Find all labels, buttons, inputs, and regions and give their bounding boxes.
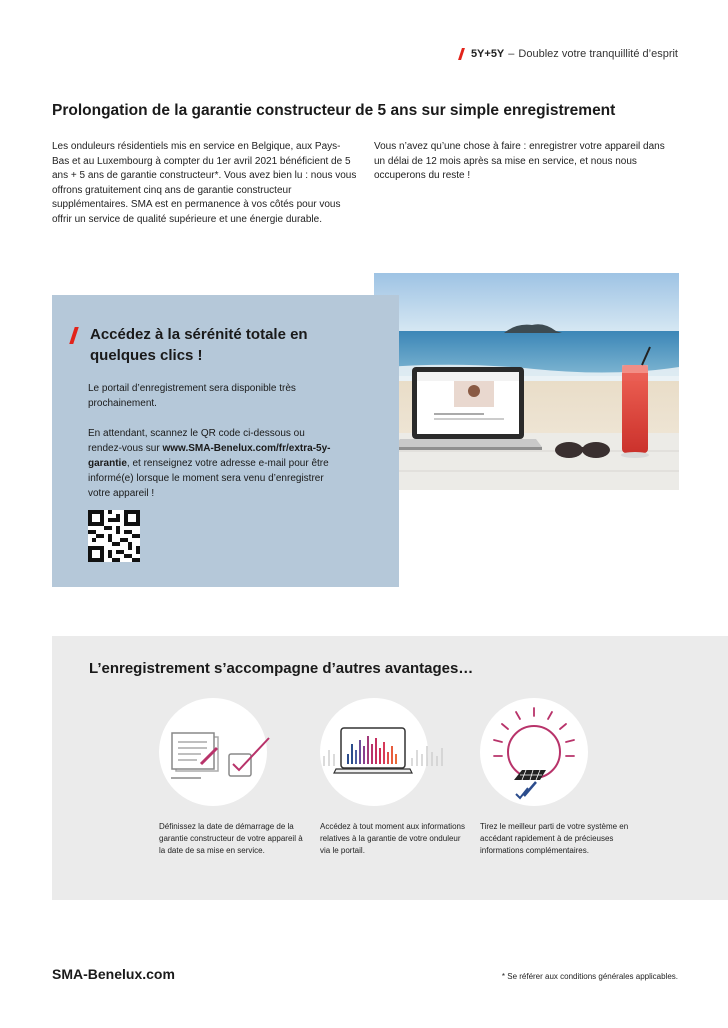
advantages-section: [52, 636, 728, 900]
advantage-item-warranty-date: [159, 698, 309, 857]
callout-paragraph-1: Le portail d’enregistrement sera disponible très prochainement.: [88, 383, 296, 409]
laptop-chart-icon: [320, 698, 428, 806]
callout-title: Accédez à la sérénité totale en quelques clics !: [90, 326, 308, 364]
header-tagline: Doublez votre tranquillité d’esprit: [518, 48, 678, 60]
red-slash-icon: [458, 48, 465, 60]
beach-laptop-photo: [374, 273, 679, 490]
advantage-text-3: Tirez le meilleur parti de votre système en accédant rapidement à de précieuses informations complémentaires.: [480, 822, 629, 855]
page-title: Prolongation de la garantie constructeur de 5 ans sur simple enregistrement: [52, 102, 616, 119]
page-header: [460, 48, 678, 60]
callout-paragraph-2: [88, 426, 338, 501]
advantage-text-1: Définissez la date de démarrage de la garantie constructeur de votre appareil à la date de sa mise en service.: [159, 822, 303, 855]
header-separator: –: [508, 48, 515, 60]
advantages-title: L’enregistrement s’accompagne d’autres avantages…: [89, 660, 474, 677]
document-pen-checkbox-icon: [159, 698, 267, 806]
red-slash-icon: [69, 327, 79, 344]
intro-paragraph-left: Les onduleurs résidentiels mis en service en Belgique, aux Pays-Bas et au Luxembourg à compter du 1er avril 2021 bénéficient de 5 ans + 5 ans de garantie constructeur*. Vous avez bien lu : nous vous offrons gratuitement cinq ans de garantie constructeur supplémentaires. SMA est en permanence à vos côtés pour vous offrir un service de qualité supérieure et une énergie durable.: [52, 141, 357, 225]
advantage-item-extra-info: [480, 698, 630, 857]
header-brand: 5Y+5Y: [470, 48, 505, 60]
qr-code[interactable]: [88, 510, 140, 562]
intro-paragraph-right: Vous n’avez qu’une chose à faire : enregistrer votre appareil dans un délai de 12 mois après sa mise en service, et nous nous occuperons du reste !: [374, 141, 665, 182]
callout-heading: [72, 324, 330, 366]
callout-text-after: , et renseignez votre adresse e-mail pour être informé(e) lorsque le moment sera venu d’enregistrer votre appareil !: [88, 458, 329, 499]
callout-box: [52, 295, 399, 587]
footer-website-link[interactable]: SMA-Benelux.com: [52, 966, 175, 982]
registration-link[interactable]: www.SMA-Benelux.com/fr/extra-5y-garantie: [88, 443, 331, 469]
solar-bulb-icon: [480, 698, 588, 806]
advantage-item-portal-info: [320, 698, 470, 857]
footnote: * Se référer aux conditions générales applicables.: [501, 972, 678, 981]
advantage-text-2: Accédez à tout moment aux informations relatives à la garantie de votre onduleur via le portail.: [320, 822, 465, 855]
callout-text-before: En attendant, scannez le QR code ci-dessous ou rendez-vous sur: [88, 428, 305, 454]
